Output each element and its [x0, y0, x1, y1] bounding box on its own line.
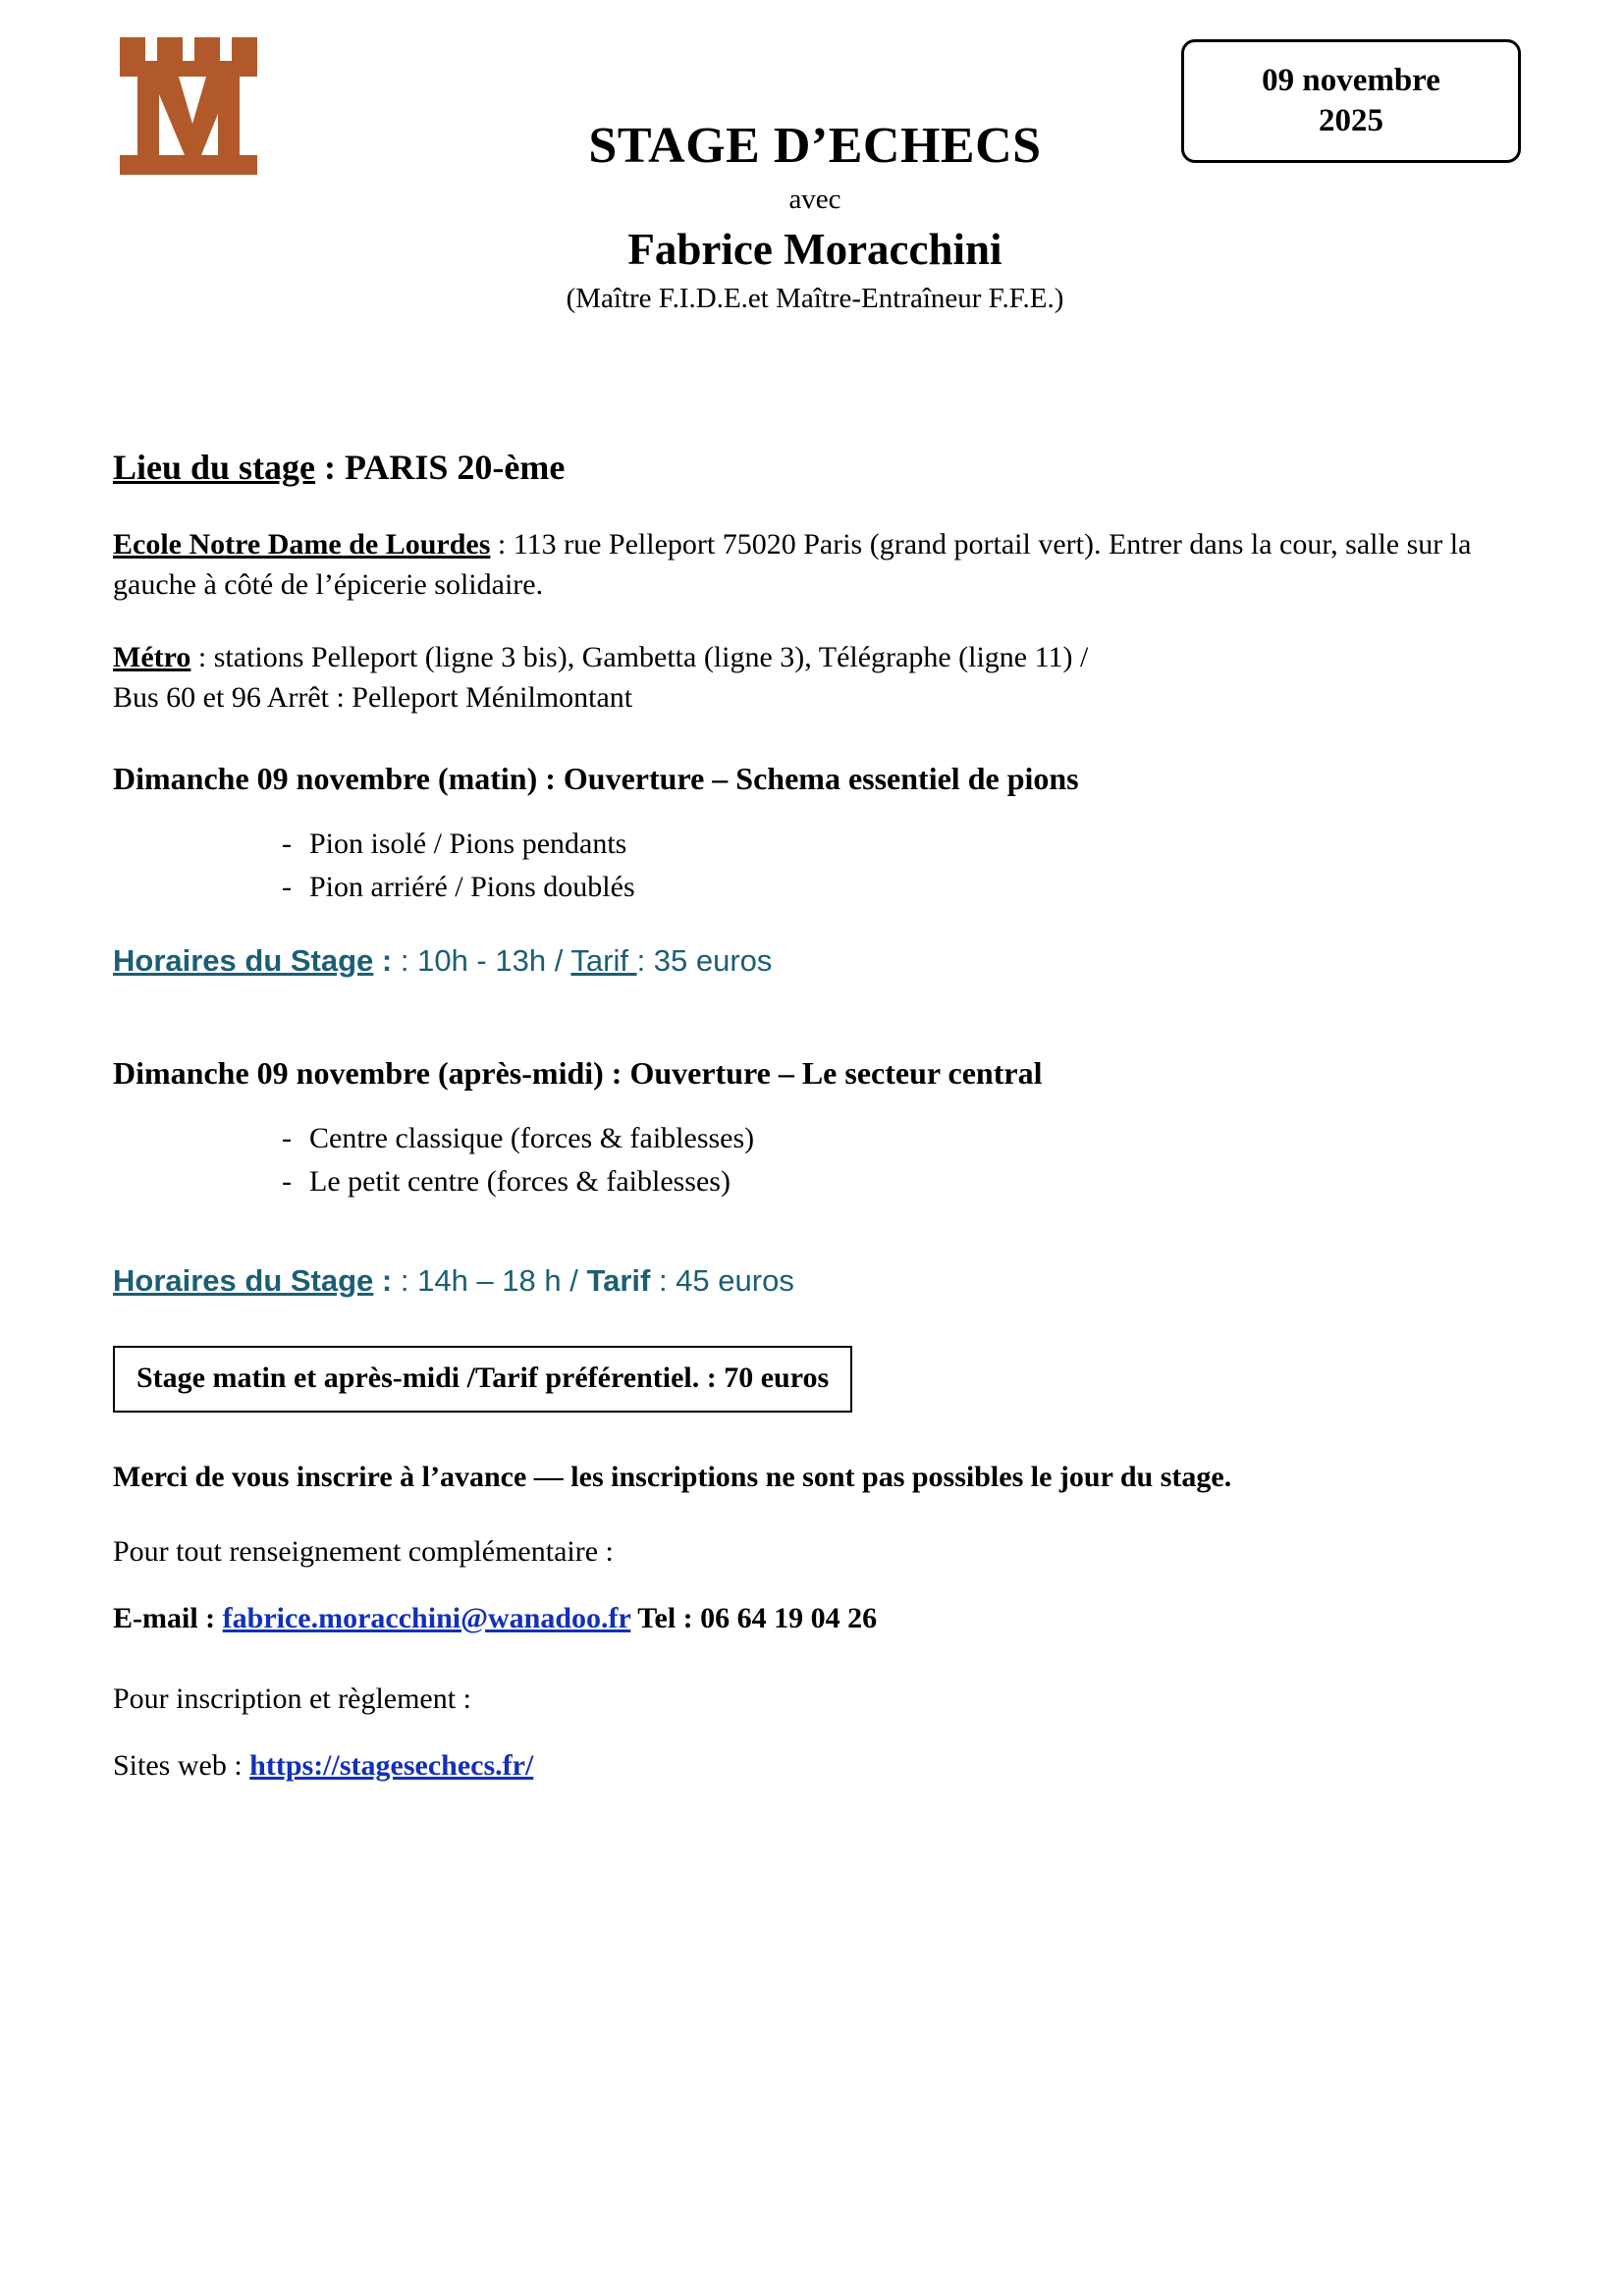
- website-label: Sites web :: [113, 1748, 250, 1782]
- venue-heading: [113, 447, 1512, 488]
- school-text: : 113 rue Pelleport 75020 Paris (grand portail vert). Entrer dans la cour, salle sur la gauche à côté de l’épicerie solidaire.: [113, 528, 1472, 601]
- session-1-tarif-value: : 35 euros: [636, 943, 773, 978]
- list-item: - Le petit centre (forces & faiblesses): [309, 1160, 1512, 1203]
- school-label: Ecole Notre Dame de Lourdes: [113, 528, 491, 561]
- metro-text: : stations Pelleport (ligne 3 bis), Gambetta (ligne 3), Télégraphe (ligne 11) /: [190, 641, 1089, 673]
- combined-price-box: Stage matin et après-midi /Tarif préférentiel. : 70 euros: [113, 1346, 852, 1413]
- website-link[interactable]: https://stagesechecs.fr/: [249, 1748, 534, 1782]
- venue-value: PARIS 20-ème: [345, 448, 566, 487]
- session-2-schedule: [113, 1263, 1512, 1299]
- session-1-schedule-label: Horaires du Stage: [113, 943, 374, 978]
- session-2-schedule-value: : 14h – 18 h /: [392, 1263, 587, 1298]
- date-line-2: 2025: [1319, 103, 1383, 138]
- email-link[interactable]: fabrice.moracchini@wanadoo.fr: [222, 1601, 631, 1634]
- session-1-bullets: [113, 823, 1512, 908]
- school-address: [113, 525, 1512, 605]
- session-2-title: Dimanche 09 novembre (après-midi) : Ouverture – Le secteur central: [113, 1055, 1043, 1091]
- session-2-tarif-label: Tarif: [586, 1263, 651, 1298]
- list-item: - Pion isolé / Pions pendants: [309, 823, 1512, 866]
- session-1-tarif-label: Tarif: [570, 943, 637, 978]
- title-block: [295, 118, 1335, 315]
- with-label: avec: [788, 184, 841, 216]
- phone-number: Tel : 06 64 19 04 26: [630, 1601, 878, 1634]
- session-2-schedule-label: Horaires du Stage: [113, 1263, 374, 1298]
- list-item: - Centre classique (forces & faiblesses): [309, 1117, 1512, 1160]
- session-1-schedule: [113, 943, 1512, 979]
- page-title: STAGE D’ECHECS: [588, 118, 1042, 174]
- speaker-name: Fabrice Moracchini: [627, 225, 1002, 275]
- list-item: - Pion arriéré / Pions doublés: [309, 866, 1512, 909]
- bus-text: Bus 60 et 96 Arrêt : Pelleport Ménilmontant: [113, 680, 633, 714]
- date-line-1: 09 novembre: [1262, 62, 1440, 98]
- session-1-title: Dimanche 09 novembre (matin) : Ouverture – Schema essentiel de pions: [113, 761, 1079, 796]
- session-2-tarif-value: : 45 euros: [650, 1263, 794, 1298]
- metro-label: Métro: [113, 641, 191, 673]
- session-1-schedule-value: : 10h - 13h /: [392, 943, 571, 978]
- venue-label: Lieu du stage: [113, 448, 316, 487]
- contact-intro: Pour tout renseignement complémentaire :: [113, 1534, 614, 1568]
- website-line: [113, 1745, 1512, 1787]
- registration-intro: Pour inscription et règlement :: [113, 1682, 471, 1715]
- document-body: [113, 447, 1512, 1787]
- registration-notice: Merci de vous inscrire à l’avance — les inscriptions ne sont pas possibles le jour du stage.: [113, 1461, 1232, 1493]
- speaker-credentials: (Maître F.I.D.E.et Maître-Entraîneur F.F.E.): [566, 283, 1064, 315]
- chess-rook-logo: [108, 29, 285, 187]
- email-line: [113, 1598, 1512, 1639]
- session-2-bullets: [113, 1117, 1512, 1202]
- email-label: E-mail :: [113, 1601, 223, 1634]
- metro-info: [113, 638, 1512, 718]
- venue-separator: :: [315, 448, 346, 487]
- session-2-schedule-colon: :: [373, 1263, 393, 1298]
- session-1-schedule-colon: :: [373, 943, 393, 978]
